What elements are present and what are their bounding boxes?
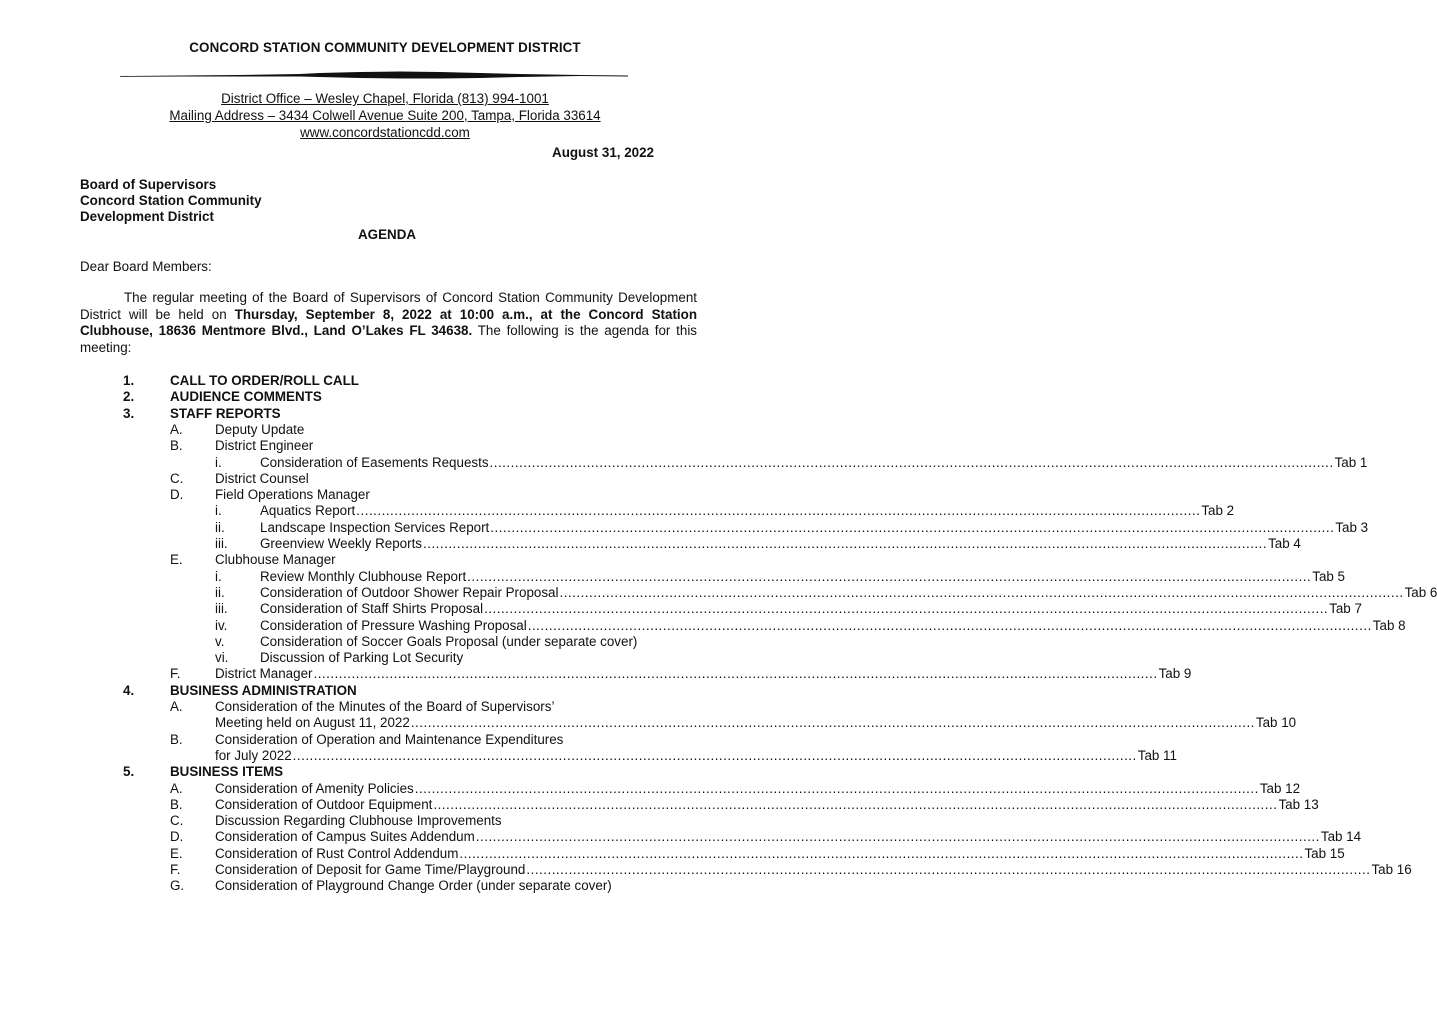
agenda-item-text: Consideration of Staff Shirts Proposal: [260, 601, 484, 617]
dot-leader: ........................................................................................................................................................................................................: [475, 829, 1320, 845]
agenda-item-text: Field Operations Manager: [215, 487, 370, 503]
agenda-item: [0, 584, 1437, 601]
agenda-item-number: 5.: [123, 764, 135, 780]
agenda-item-text: Consideration of Campus Suites Addendum: [215, 829, 475, 845]
agenda-item-text: Landscape Inspection Services Report: [260, 519, 490, 535]
website-link[interactable]: www.concordstationcdd.com: [300, 125, 470, 140]
agenda-item-number: ii.: [215, 519, 225, 535]
agenda-item-text: Aquatics Report: [260, 503, 356, 519]
tab-reference: Tab 9: [1158, 666, 1192, 682]
agenda-item-text: AUDIENCE COMMENTS: [170, 389, 322, 405]
intro-paragraph: [80, 290, 697, 356]
tab-reference: Tab 13: [1278, 796, 1319, 812]
tab-reference: Tab 12: [1259, 780, 1301, 796]
tab-reference: Tab 4: [1268, 536, 1301, 551]
agenda-item-number: vi.: [215, 650, 229, 666]
agenda-item-number: B.: [170, 796, 183, 812]
agenda-item-number: 4.: [123, 682, 135, 698]
agenda-item: [0, 617, 1406, 634]
agenda-item-text: Consideration of the Minutes of the Board of Supervisors’: [215, 699, 555, 714]
agenda-item: [0, 796, 1319, 813]
dot-leader: ........................................................................................................................................................................................................: [292, 747, 1137, 763]
tab-reference: Tab 7: [1329, 601, 1362, 617]
agenda-item-text: District Counsel: [215, 470, 309, 486]
agenda-item: [0, 862, 1412, 878]
agenda-item: [0, 747, 1177, 764]
tab-reference: Tab 16: [1371, 862, 1412, 877]
agenda-item-number: iii.: [215, 601, 228, 617]
agenda-item-number: i.: [215, 454, 222, 470]
dot-leader: ........................................................................................................................................................................................................: [459, 845, 1304, 861]
agenda-item-text: CALL TO ORDER/ROLL CALL: [170, 373, 359, 388]
agenda-item: [0, 454, 1368, 471]
tab-reference: Tab 6: [1404, 584, 1437, 600]
agenda-item-text: Consideration of Amenity Policies: [215, 780, 414, 796]
agenda-item: [0, 813, 770, 829]
tab-reference: Tab 15: [1304, 845, 1345, 861]
agenda-item-number: C.: [170, 470, 184, 486]
agenda-item-number: A.: [170, 421, 183, 437]
agenda-item-text: Consideration of Outdoor Shower Repair Proposal: [260, 584, 559, 600]
agenda-item-number: 2.: [123, 389, 135, 405]
tab-reference: Tab 10: [1255, 715, 1297, 731]
dot-leader: ........................................................................................................................................................................................................: [423, 536, 1268, 551]
agenda-item: [0, 683, 770, 699]
agenda-item: [0, 438, 770, 454]
agenda-item: [0, 406, 770, 422]
agenda-item: [0, 634, 770, 650]
agenda-item: [0, 878, 770, 894]
agenda-item: [0, 389, 770, 405]
agenda-item-number: v.: [215, 633, 225, 649]
agenda-item-text: BUSINESS ADMINISTRATION: [170, 682, 357, 698]
intro-text-end: The following is the agenda for this meeting:: [80, 323, 697, 355]
agenda-item-number: A.: [170, 780, 183, 796]
dot-leader: ........................................................................................................................................................................................................: [414, 780, 1259, 796]
agenda-item-number: B.: [170, 438, 183, 454]
addressee-line: Board of Supervisors: [80, 177, 217, 192]
agenda-item-text: Greenview Weekly Reports: [260, 536, 422, 551]
agenda-item-text: Deputy Update: [215, 421, 305, 437]
agenda-item: [0, 732, 770, 748]
agenda-item-number: A.: [170, 699, 183, 714]
addressee-line: Concord Station Community: [80, 193, 262, 208]
agenda-item-text: Consideration of Pressure Washing Proposal: [260, 617, 527, 633]
dot-leader: ........................................................................................................................................................................................................: [484, 601, 1329, 617]
addressee-line: Development District: [80, 209, 214, 224]
agenda-item-text: Consideration of Easements Requests: [260, 454, 489, 470]
district-office-block: [0, 90, 770, 141]
agenda-item: [0, 536, 1301, 552]
agenda-item-text: Consideration of Deposit for Game Time/Playground: [215, 862, 526, 877]
agenda-item: [0, 568, 1346, 585]
district-title: CONCORD STATION COMMUNITY DEVELOPMENT DISTRICT: [189, 40, 581, 55]
dot-leader: ........................................................................................................................................................................................................: [527, 617, 1372, 633]
office-line: District Office – Wesley Chapel, Florida (813) 994-1001: [221, 91, 549, 106]
agenda-item-text: Consideration of Rust Control Addendum: [215, 845, 459, 861]
header-rule: [120, 70, 628, 80]
agenda-item: [0, 422, 770, 438]
agenda-item: [0, 601, 1362, 617]
dot-leader: ........................................................................................................................................................................................................: [433, 796, 1278, 812]
agenda-item-number: 3.: [123, 405, 135, 421]
agenda-item-text: STAFF REPORTS: [170, 405, 281, 421]
agenda-item-number: i.: [215, 503, 222, 519]
dot-leader: ........................................................................................................................................................................................................: [313, 666, 1158, 682]
agenda-item-number: B.: [170, 731, 183, 747]
agenda-item-number: G.: [170, 878, 185, 894]
agenda-item: [0, 715, 1297, 731]
agenda-item-number: iv.: [215, 617, 228, 633]
tab-reference: Tab 5: [1312, 568, 1346, 584]
agenda-item-number: ii.: [215, 584, 225, 600]
tab-reference: Tab 2: [1201, 503, 1235, 519]
agenda-item: [0, 552, 770, 568]
agenda-item-text: Consideration of Soccer Goals Proposal (under separate cover): [260, 633, 638, 649]
dot-leader: ........................................................................................................................................................................................................: [559, 584, 1404, 600]
mailing-address-line: Mailing Address – 3434 Colwell Avenue Suite 200, Tampa, Florida 33614: [169, 108, 601, 123]
dot-leader: ........................................................................................................................................................................................................: [526, 862, 1371, 877]
agenda-item: [0, 699, 770, 715]
tab-reference: Tab 8: [1372, 617, 1406, 633]
meeting-details: Thursday, September 8, 2022 at 10:00 a.m., at the Concord Station Clubhouse, 18636 Mentmore Blvd., Land O’Lakes FL 34638.: [80, 306, 697, 338]
agenda-item: [0, 503, 1235, 519]
agenda-item-number: E.: [170, 552, 183, 568]
addressee-block: [80, 177, 262, 225]
tab-reference: Tab 14: [1320, 829, 1362, 845]
tab-reference: Tab 3: [1335, 519, 1369, 535]
agenda-item-number: F.: [170, 666, 181, 682]
agenda-item-text: Review Monthly Clubhouse Report: [260, 568, 467, 584]
agenda-item: [0, 666, 1192, 682]
agenda-item: [0, 780, 1301, 797]
agenda-item-number: F.: [170, 862, 181, 877]
agenda-item: [0, 519, 1369, 536]
agenda-item-text: for July 2022: [215, 747, 292, 763]
tab-reference: Tab 1: [1334, 454, 1368, 470]
agenda-item: [0, 650, 770, 666]
agenda-item-text: Consideration of Operation and Maintenance Expenditures: [215, 731, 564, 747]
agenda-item-text: Discussion of Parking Lot Security: [260, 650, 464, 666]
agenda-item: [0, 373, 770, 389]
agenda-heading: AGENDA: [358, 227, 417, 242]
agenda-item-text: District Manager: [215, 666, 313, 682]
agenda-item-text: Clubhouse Manager: [215, 552, 336, 568]
dot-leader: ........................................................................................................................................................................................................: [490, 519, 1335, 535]
agenda-item: [0, 764, 770, 780]
agenda-item-text: Consideration of Outdoor Equipment: [215, 796, 433, 812]
salutation: Dear Board Members:: [80, 259, 212, 274]
dot-leader: ........................................................................................................................................................................................................: [356, 503, 1201, 519]
letter-date: August 31, 2022: [552, 145, 654, 160]
agenda-item: [0, 829, 1362, 845]
agenda-item-text: Meeting held on August 11, 2022: [215, 715, 410, 731]
agenda-item-number: i.: [215, 568, 222, 584]
tab-reference: Tab 11: [1137, 747, 1177, 763]
agenda-item: [0, 845, 1345, 862]
agenda-item-text: BUSINESS ITEMS: [170, 764, 284, 780]
agenda-item-number: C.: [170, 813, 184, 829]
agenda-item-number: E.: [170, 845, 183, 861]
agenda-item: [0, 487, 770, 503]
agenda-item-text: Discussion Regarding Clubhouse Improvements: [215, 813, 502, 829]
dot-leader: ........................................................................................................................................................................................................: [410, 715, 1255, 731]
agenda-item-text: Consideration of Playground Change Order (under separate cover): [215, 878, 612, 894]
dot-leader: ........................................................................................................................................................................................................: [467, 568, 1312, 584]
agenda-item-number: 1.: [123, 373, 135, 388]
agenda-item-number: iii.: [215, 536, 228, 551]
intro-text: The regular meeting of the Board of Supervisors of Concord Station Community Development District will be held on: [80, 290, 697, 322]
agenda-item-number: D.: [170, 829, 184, 845]
agenda-item: [0, 471, 770, 487]
dot-leader: ........................................................................................................................................................................................................: [489, 454, 1334, 470]
agenda-item-number: D.: [170, 487, 184, 503]
agenda-item-text: District Engineer: [215, 438, 314, 454]
